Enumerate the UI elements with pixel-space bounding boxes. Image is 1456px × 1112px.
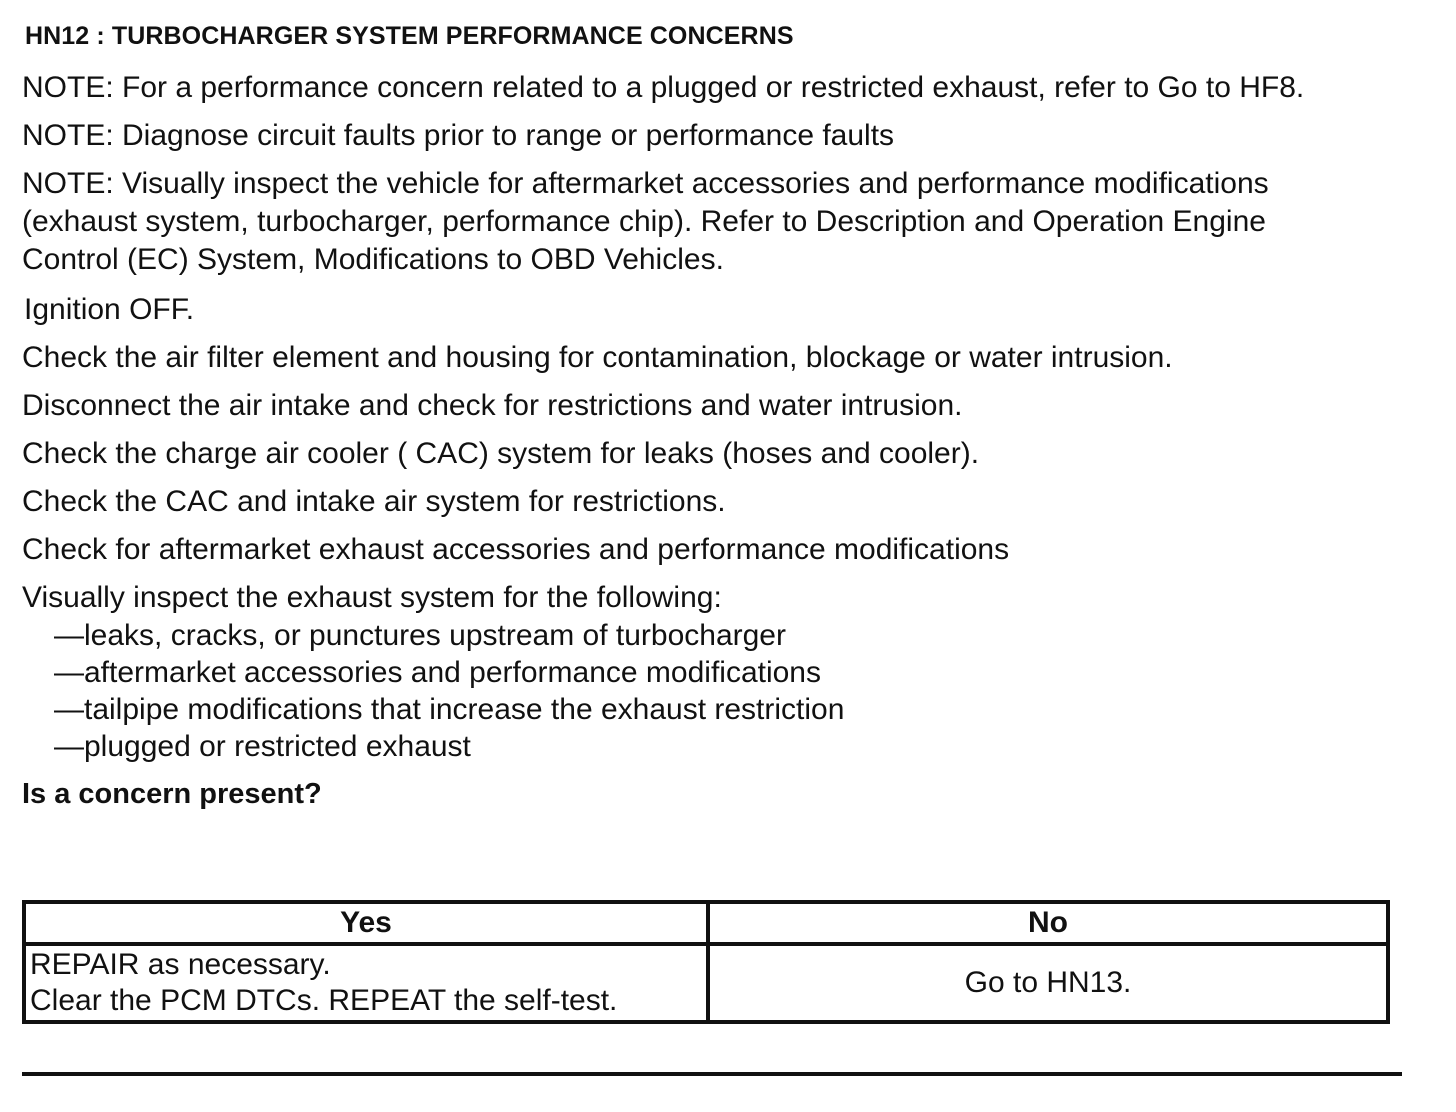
result-table [22,900,1390,1024]
inspection-list [22,617,1412,765]
step-check-aftermarket: Check for aftermarket exhaust accessories and performance modifications [22,533,1010,566]
step-check-cac-restrictions: Check the CAC and intake air system for restrictions. [22,485,726,518]
page-title: HN12 : TURBOCHARGER SYSTEM PERFORMANCE CONCERNS [25,22,794,50]
decision-question: Is a concern present? [22,778,322,810]
yes-header: Yes [24,902,708,944]
step-check-cac-leaks: Check the charge air cooler ( CAC) system for leaks (hoses and cooler). [22,437,980,470]
bottom-divider [22,1072,1402,1076]
list-item: —aftermarket accessories and performance modifications [54,656,821,689]
document-body [22,18,1412,813]
list-item: —plugged or restricted exhaust [54,730,471,763]
note-circuit-faults: NOTE: Diagnose circuit faults prior to range or performance faults [22,119,895,152]
table-header-row [24,902,1388,944]
step-inspect-exhaust: Visually inspect the exhaust system for the following: [22,581,722,614]
note-plugged-exhaust: NOTE: For a performance concern related to a plugged or restricted exhaust, refer to Go to HF8. [22,71,1305,104]
list-item: —tailpipe modifications that increase the exhaust restriction [54,693,845,726]
no-header: No [708,902,1388,944]
no-action-cell: Go to HN13. [708,944,1388,1022]
step-disconnect-air-intake: Disconnect the air intake and check for restrictions and water intrusion. [22,389,963,422]
table-row [24,944,1388,1022]
step-ignition-off: Ignition OFF. [24,293,195,326]
yes-action-line: REPAIR as necessary. [30,948,331,981]
step-check-air-filter: Check the air filter element and housing for contamination, blockage or water intrusion. [22,341,1173,374]
yes-action-line: Clear the PCM DTCs. REPEAT the self-test. [30,984,618,1017]
note-visual-inspection: NOTE: Visually inspect the vehicle for aftermarket accessories and performance modifications (exhaust system, turbocharger, performance chip). Refer to Description and Operation Engine Control (EC) System, Modifications to OBD Vehicles. [22,167,1269,276]
yes-action-cell [24,944,708,1022]
list-item: —leaks, cracks, or punctures upstream of turbocharger [54,619,786,652]
